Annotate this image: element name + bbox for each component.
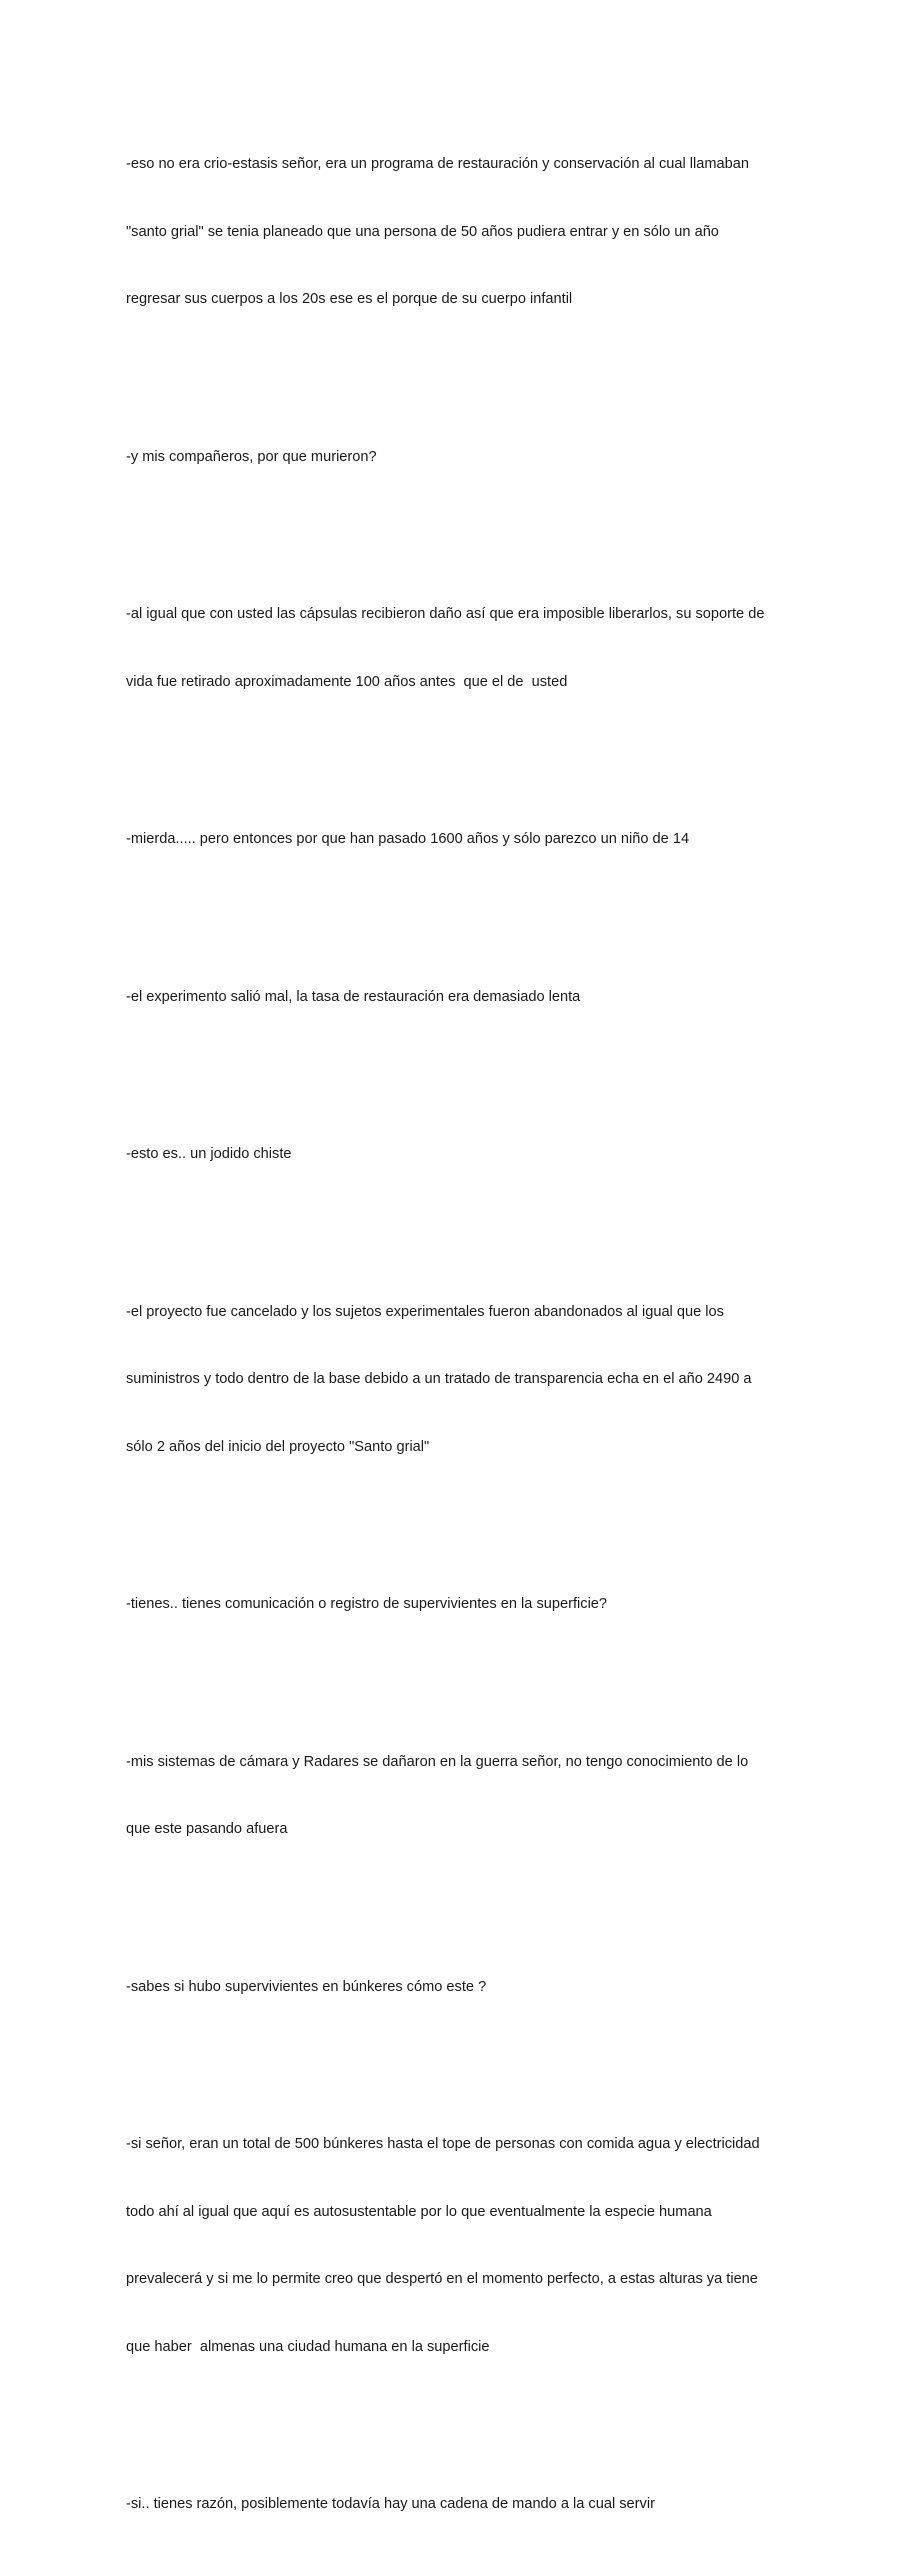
document-body	[126, 108, 776, 2561]
paragraph-line: -el experimento salió mal, la tasa de restauración era demasiado lenta	[126, 988, 581, 1005]
paragraph-11	[126, 2088, 776, 2403]
paragraph-gap	[126, 2403, 776, 2448]
paragraph-line: "santo grial" se tenia planeado que una persona de 50 años pudiera entrar y en sólo un año	[126, 223, 719, 240]
paragraph-line: que este pasando afuera	[126, 1821, 288, 1837]
paragraph-1	[126, 108, 776, 356]
paragraph-gap	[126, 513, 776, 558]
paragraph-line: -si señor, eran un total de 500 búnkeres hasta el tope de personas con comida agua y electricidad	[126, 2136, 760, 2152]
paragraph-line: regresar sus cuerpos a los 20s ese es el porque de su cuerpo infantil	[126, 291, 573, 307]
paragraph-line: suministros y todo dentro de la base debido a un tratado de transparencia echa en el año 2490 a	[126, 1371, 752, 1387]
paragraph-line: que haber almenas una ciudad humana en la superficie	[126, 2338, 490, 2355]
paragraph-gap	[126, 356, 776, 401]
paragraph-line: prevalecerá y si me lo permite creo que despertó en el momento perfecto, a estas alturas ya tiene	[126, 2271, 758, 2287]
paragraph-line: vida fue retirado aproximadamente 100 años antes que el de usted	[126, 673, 568, 690]
paragraph-9	[126, 1706, 776, 1886]
paragraph-7	[126, 1256, 776, 1504]
paragraph-12	[126, 2448, 776, 2561]
paragraph-8	[126, 1548, 776, 1661]
paragraph-gap	[126, 1886, 776, 1931]
paragraph-line: -el proyecto fue cancelado y los sujetos experimentales fueron abandonados al igual que los	[126, 1303, 724, 1320]
paragraph-gap	[126, 1211, 776, 1256]
paragraph-line: todo ahí al igual que aquí es autosustentable por lo que eventualmente la especie humana	[126, 2203, 712, 2220]
paragraph-line: -mierda..... pero entonces por que han pasado 1600 años y sólo parezco un niño de 14	[126, 831, 690, 847]
paragraph-gap	[126, 896, 776, 941]
paragraph-line: -esto es.. un jodido chiste	[126, 1146, 292, 1162]
paragraph-line: -eso no era crio-estasis señor, era un programa de restauración y conservación al cual llamaban	[126, 156, 749, 172]
paragraph-gap	[126, 1053, 776, 1098]
paragraph-2	[126, 401, 776, 514]
paragraph-line: -mis sistemas de cámara y Radares se dañaron en la guerra señor, no tengo conocimiento de lo	[126, 1753, 749, 1770]
paragraph-6	[126, 1098, 776, 1211]
paragraph-4	[126, 783, 776, 896]
paragraph-line: -tienes.. tienes comunicación o registro de supervivientes en la superficie?	[126, 1596, 608, 1612]
paragraph-10	[126, 1931, 776, 2044]
paragraph-line: -si.. tienes razón, posiblemente todavía hay una cadena de mando a la cual servir	[126, 2496, 655, 2512]
paragraph-5	[126, 941, 776, 1054]
paragraph-line: -al igual que con usted las cápsulas recibieron daño así que era imposible liberarlos, su soporte de	[126, 606, 765, 622]
paragraph-line: -sabes si hubo supervivientes en búnkeres cómo este ?	[126, 1978, 487, 1995]
paragraph-gap	[126, 1661, 776, 1706]
paragraph-line: -y mis compañeros, por que murieron?	[126, 448, 377, 465]
paragraph-gap	[126, 2043, 776, 2088]
paragraph-gap	[126, 1503, 776, 1548]
paragraph-gap	[126, 738, 776, 783]
paragraph-line: sólo 2 años del inicio del proyecto "Santo grial"	[126, 1438, 430, 1455]
paragraph-3	[126, 558, 776, 738]
